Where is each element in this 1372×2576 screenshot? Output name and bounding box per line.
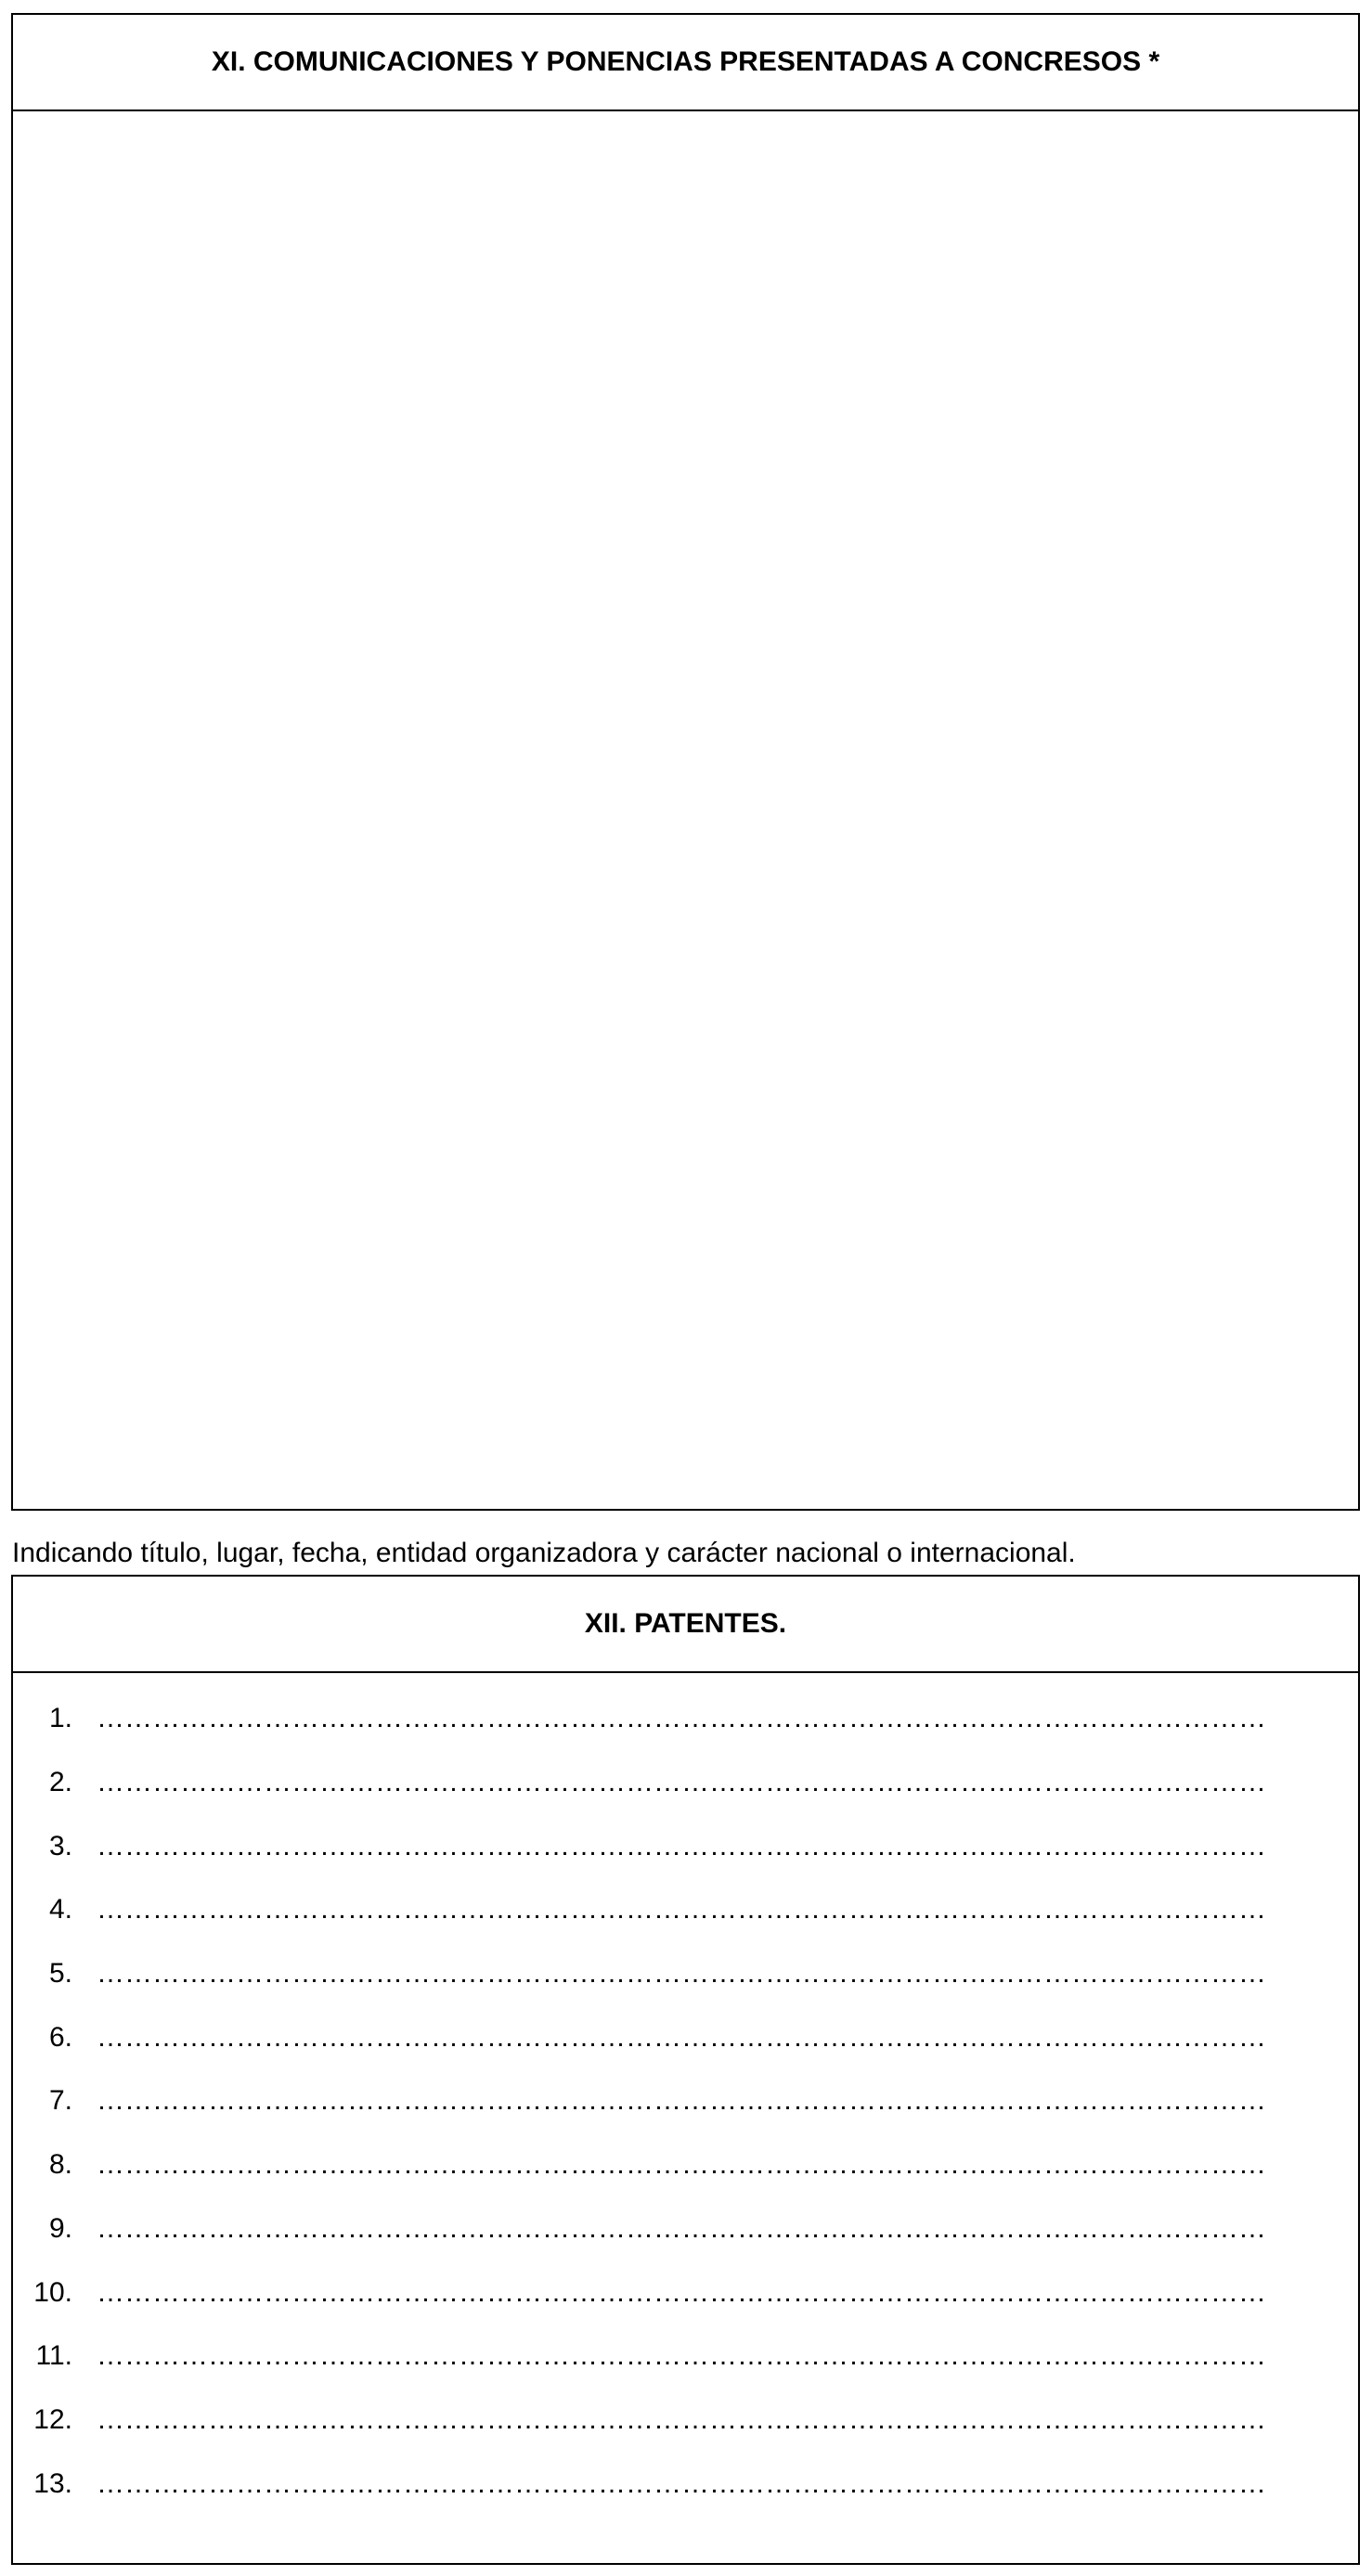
patent-item-dotted-line[interactable]: ……………………………………………………………………………………………………………… <box>97 1767 1266 1798</box>
patent-item-number: 6. <box>48 2021 72 2053</box>
patent-list-item[interactable] <box>11 1751 1360 1815</box>
patents-section-title: XII. PATENTES. <box>13 1577 1358 1673</box>
patent-list-item[interactable] <box>11 2325 1360 2389</box>
communications-footnote: Indicando título, lugar, fecha, entidad organizadora y carácter nacional o internacional. <box>12 1538 1076 1568</box>
patent-item-dotted-line[interactable]: ……………………………………………………………………………………………………………… <box>97 2467 1266 2499</box>
patents-list <box>11 1687 1360 2516</box>
patent-item-dotted-line[interactable]: ……………………………………………………………………………………………………………… <box>97 1958 1266 1990</box>
patent-item-dotted-line[interactable]: ……………………………………………………………………………………………………………… <box>97 2021 1266 2053</box>
patent-list-item[interactable] <box>11 1814 1360 1878</box>
patent-item-dotted-line[interactable]: ……………………………………………………………………………………………………………… <box>97 2212 1266 2244</box>
patent-item-number: 9. <box>48 2212 72 2244</box>
patent-item-dotted-line[interactable]: ……………………………………………………………………………………………………………… <box>97 2340 1266 2372</box>
patent-item-number: 11. <box>35 2340 72 2372</box>
patent-item-dotted-line[interactable]: ……………………………………………………………………………………………………………… <box>97 2276 1266 2308</box>
patent-item-number: 5. <box>48 1958 72 1990</box>
patent-item-dotted-line[interactable]: ……………………………………………………………………………………………………………… <box>97 2403 1266 2435</box>
patent-item-number: 3. <box>48 1830 72 1861</box>
patent-list-item[interactable] <box>11 2197 1360 2261</box>
patent-list-item[interactable] <box>11 2452 1360 2516</box>
patent-list-item[interactable] <box>11 2389 1360 2453</box>
patent-item-number: 10. <box>33 2276 72 2308</box>
patent-item-number: 13. <box>33 2467 72 2499</box>
patent-list-item[interactable] <box>11 2133 1360 2197</box>
patent-list-item[interactable] <box>11 1687 1360 1751</box>
patent-list-item[interactable] <box>11 1878 1360 1942</box>
patent-item-dotted-line[interactable]: ……………………………………………………………………………………………………………… <box>97 1830 1266 1861</box>
patent-item-number: 8. <box>48 2149 72 2181</box>
patent-list-item[interactable] <box>11 2005 1360 2069</box>
patent-item-number: 12. <box>33 2403 72 2435</box>
patent-item-number: 2. <box>48 1767 72 1798</box>
patent-item-dotted-line[interactable]: ……………………………………………………………………………………………………………… <box>97 2149 1266 2181</box>
patent-item-dotted-line[interactable]: ……………………………………………………………………………………………………………… <box>97 2085 1266 2117</box>
patent-list-item[interactable] <box>11 1942 1360 2006</box>
communications-section-title: XI. COMUNICACIONES Y PONENCIAS PRESENTADAS A CONCRESOS * <box>13 15 1358 111</box>
patent-item-dotted-line[interactable]: ……………………………………………………………………………………………………………… <box>97 1703 1266 1734</box>
patent-list-item[interactable] <box>11 2069 1360 2133</box>
patent-item-dotted-line[interactable]: ……………………………………………………………………………………………………………… <box>97 1894 1266 1926</box>
patent-item-number: 7. <box>48 2085 72 2117</box>
communications-section-box <box>11 13 1360 1511</box>
patent-item-number: 1. <box>48 1703 72 1734</box>
communications-entry-area[interactable] <box>13 111 1358 1509</box>
patent-list-item[interactable] <box>11 2260 1360 2325</box>
patent-item-number: 4. <box>48 1894 72 1926</box>
